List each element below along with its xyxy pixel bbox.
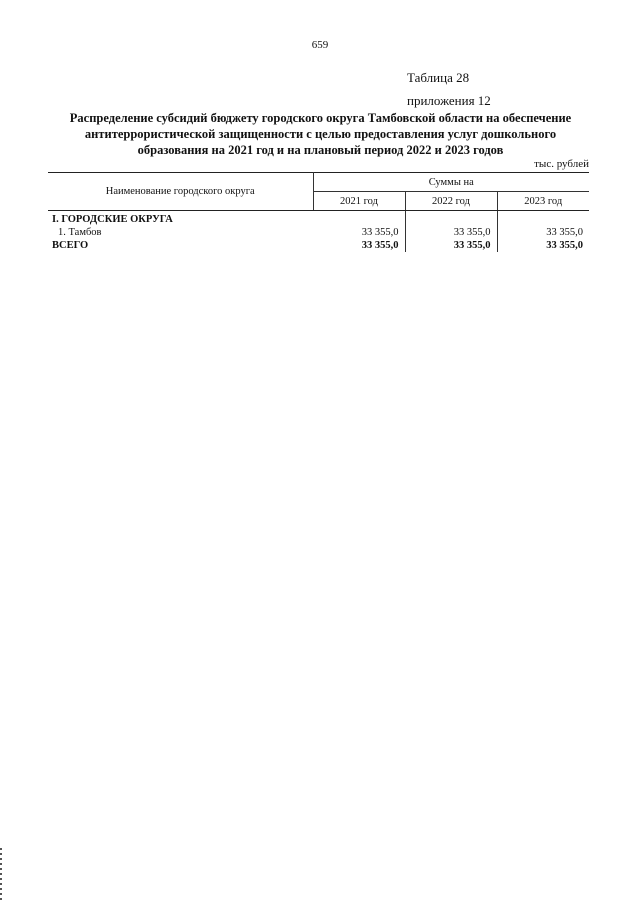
row-value-2022: 33 355,0 — [405, 226, 497, 239]
row-value-2023: 33 355,0 — [546, 240, 583, 251]
row-value-2023: 33 355,0 — [546, 227, 583, 238]
row-value-2023 — [497, 211, 589, 227]
subsidy-table — [48, 172, 589, 252]
unit-label: тыс. рублей — [534, 158, 589, 170]
row-value-2021: 33 355,0 — [313, 239, 405, 252]
table-row-total — [48, 239, 589, 252]
table-row-section — [48, 211, 589, 227]
header-year-2021: 2021 год — [313, 192, 405, 211]
table-header-row — [48, 173, 589, 192]
row-name: ВСЕГО — [52, 240, 89, 251]
row-value-2021 — [313, 211, 405, 227]
row-name: 1. Тамбов — [58, 227, 102, 238]
header-year-2023: 2023 год — [497, 192, 589, 211]
row-name: I. ГОРОДСКИЕ ОКРУГА — [52, 214, 173, 225]
appendix-label: приложения 12 — [407, 93, 491, 108]
header-district-name: Наименование городского округа — [48, 173, 313, 211]
table-row — [48, 226, 589, 239]
row-value-2022 — [405, 211, 497, 227]
row-value-2022: 33 355,0 — [405, 239, 497, 252]
title-line: антитеррористической защищенности с целью предоставления услуг дошкольного — [84, 127, 557, 141]
header-year-2022: 2022 год — [405, 192, 497, 211]
header-sums-group: Суммы на — [313, 173, 589, 192]
title-line: Распределение субсидий бюджету городского округа Тамбовской области на обеспечение — [69, 111, 572, 125]
table-number: Таблица 28 — [407, 70, 470, 85]
row-value-2021: 33 355,0 — [313, 226, 405, 239]
title-line: образования на 2021 год и на плановый период 2022 и 2023 годов — [137, 143, 504, 157]
scan-margin-mark — [0, 848, 2, 900]
document-title — [48, 110, 593, 158]
page-number: 659 — [311, 39, 329, 51]
